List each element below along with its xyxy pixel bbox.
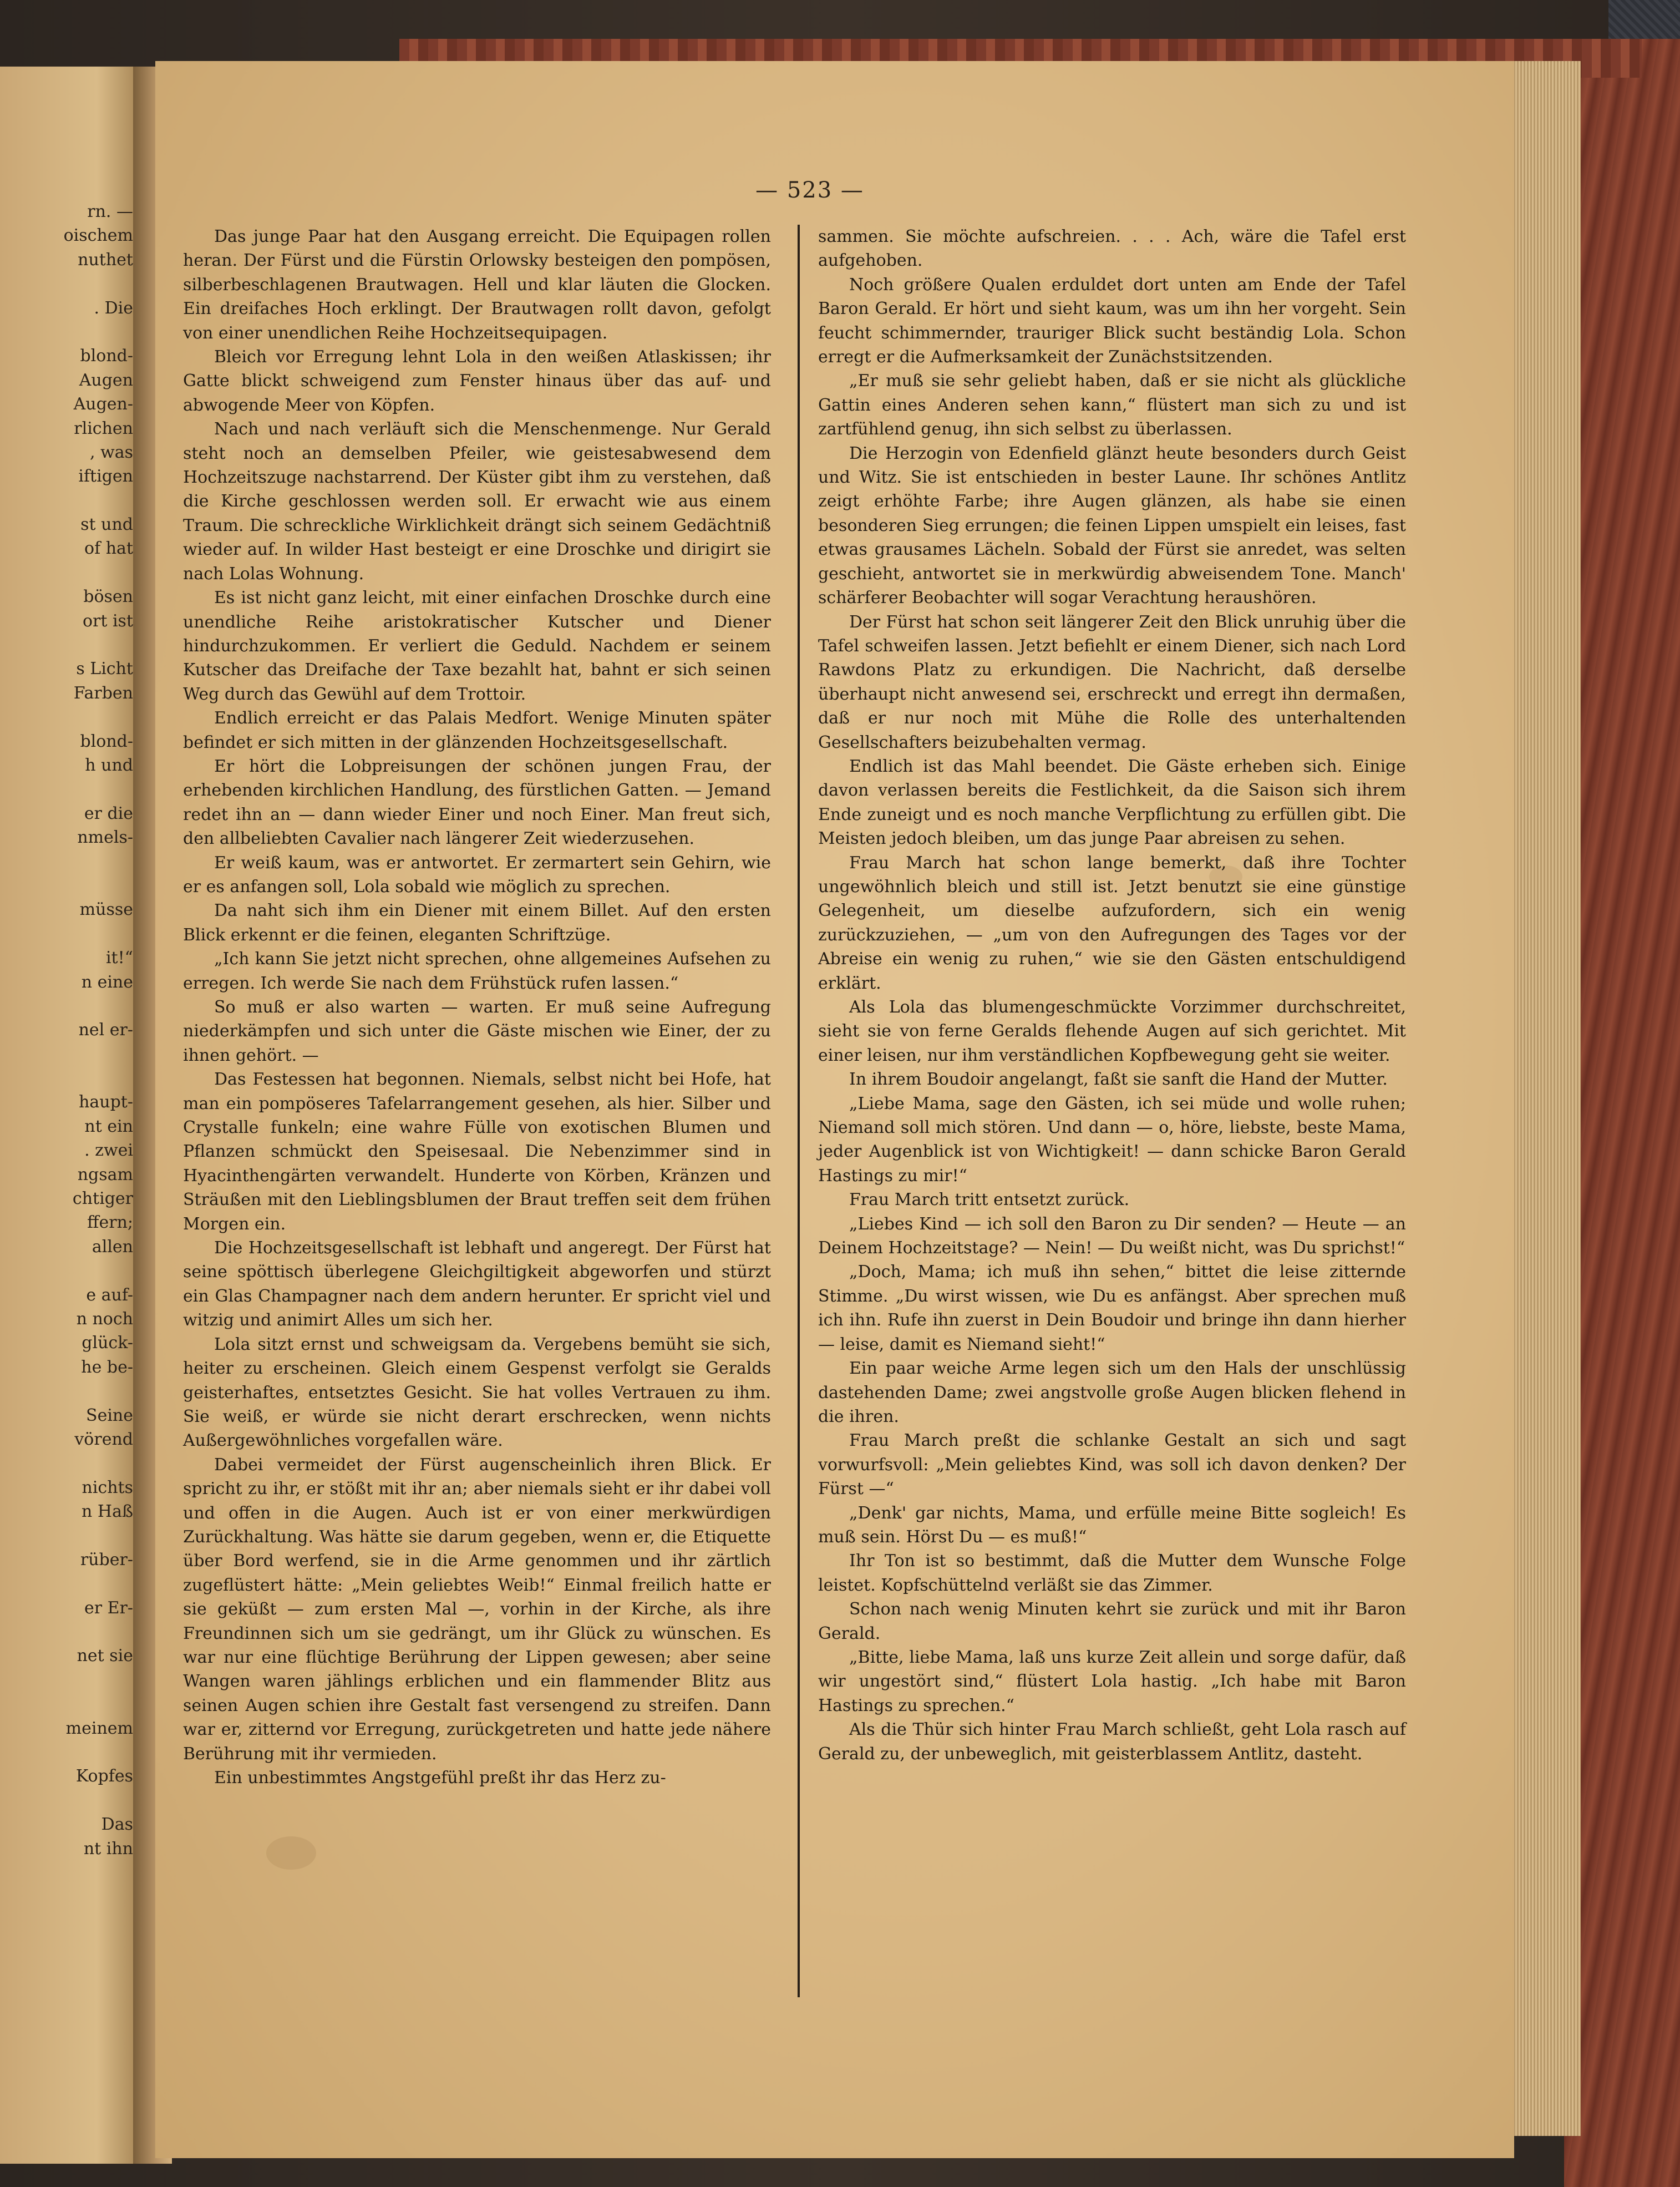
paragraph: Die Herzogin von Edenfield glänzt heute besonders durch Geist und Witz. Sie ist entschieden in bester Laune. Ihr schönes Antlitz zeigt erhöhte Farbe; ihre Augen glänzen, als habe sie einen besonderen Sieg errungen; die feinen Lippen umspielt ein leises, fast etwas grausames Lächeln. Sobald der Fürst sie anredet, was selten geschieht, antwortet sie in merkwürdig abweisendem Tone. Manch' schärferer Beobachter will sogar Verachtung heraushören. bbox=[818, 443, 1406, 608]
paragraph: Als die Thür sich hinter Frau March schließt, geht Lola rasch auf Gerald zu, der unbeweglich, mit geisterblassem Antlitz, dasteht. bbox=[818, 1720, 1406, 1764]
left-page-fragment: Farben bbox=[73, 683, 133, 703]
left-page-fragment: blond- bbox=[80, 346, 133, 366]
left-page-fragment: Kopfes bbox=[75, 1766, 133, 1786]
left-page-fragment bbox=[0, 777, 133, 801]
left-page-fragment: nuthet bbox=[78, 250, 133, 270]
left-page-fragment: glück- bbox=[82, 1333, 133, 1353]
left-page-fragment: vörend bbox=[74, 1429, 133, 1449]
paragraph: Das junge Paar hat den Ausgang erreicht. Die Equipagen rollen heran. Der Fürst und die Fürstin Orlowsky besteigen den pompösen, silberbeschlagenen Brautwagen. Hell und klar läuten die Glocken. Ein dreifaches Hoch erklingt. Der Brautwagen rollt davon, gefolgt von einer unendlichen Reihe Hochzeitsequipagen. bbox=[183, 227, 771, 343]
paragraph: sammen. Sie möchte aufschreien. . . . Ach, wäre die Tafel erst aufgehoben. bbox=[818, 227, 1406, 271]
paragraph: Er hört die Lobpreisungen der schönen jungen Frau, der erhebenden kirchlichen Handlung, des fürstlichen Gatten. — Jemand redet ihn an — dann wieder Einer und noch Einer. Man freut sich, den allbeliebten Cavalier nach längerer Zeit wiederzusehen. bbox=[183, 756, 771, 849]
paragraph: Frau March hat schon lange bemerkt, daß ihre Tochter ungewöhnlich bleich und still ist. Jetzt benutzt sie eine günstige Gelegenheit, um dieselbe aufzufordern, sich ein wenig zurückzuziehen, — „um von den Aufregungen des Tages vor der Abreise ein wenig zu ruhen,“ wie sie den Gästen entschuldigend erklärt. bbox=[818, 853, 1406, 993]
text-column-left bbox=[183, 225, 771, 1790]
paragraph: Da naht sich ihm ein Diener mit einem Billet. Auf den ersten Blick erkennt er die feinen, eleganten Schriftzüge. bbox=[183, 901, 771, 945]
left-page-text-fragments bbox=[0, 200, 133, 1861]
left-page-fragment: allen bbox=[92, 1237, 133, 1257]
paragraph: Endlich erreicht er das Palais Medfort. Wenige Minuten später befindet er sich mitten in der glänzenden Hochzeitsgesellschaft. bbox=[183, 708, 771, 752]
paragraph: Ihr Ton ist so bestimmt, daß die Mutter dem Wunsche Folge leistet. Kopfschüttelnd verläßt sie das Zimmer. bbox=[818, 1551, 1406, 1595]
left-page-fragment bbox=[0, 633, 133, 657]
left-page-fragment bbox=[0, 1668, 133, 1692]
left-page-fragment: er die bbox=[84, 803, 133, 823]
left-page-fragment bbox=[0, 1066, 133, 1090]
left-page-fragment: er Er- bbox=[84, 1598, 133, 1618]
left-page-fragment bbox=[0, 922, 133, 946]
left-page-fragment: müsse bbox=[79, 900, 133, 920]
paragraph: Das Festessen hat begonnen. Niemals, selbst nicht bei Hofe, hat man ein pompöseres Tafelarrangement gesehen, als hier. Silber und Crystalle funkeln; eine wahre Fülle von exotischen Blumen und Pflanzen schmückt den Speisesaal. Die Nebenzimmer sind in Hyacinthengärten verwandelt. Hunderte von Körben, Kränzen und Sträußen mit den Lieblingsblumen der Braut treffen seit dem frühen Morgen ein. bbox=[183, 1070, 771, 1234]
paper-stain bbox=[266, 1836, 316, 1870]
left-page-fragment bbox=[0, 994, 133, 1018]
left-page-fragment: ort ist bbox=[82, 611, 133, 631]
paragraph: Nach und nach verläuft sich die Menschenmenge. Nur Gerald steht noch an demselben Pfeiler, wie geistesabwesend dem Hochzeitszuge nachstarrend. Der Küster gibt ihm zu verstehen, daß die Kirche geschlossen werden soll. Er erwacht wie aus einem Traum. Die schreckliche Wirklichkeit drängt sich seinem Gedächtniß wieder auf. In wilder Hast besteigt er eine Droschke und dirigirt sie nach Lolas Wohnung. bbox=[183, 419, 771, 584]
left-page-fragment: n Haß bbox=[82, 1502, 133, 1522]
paragraph: Lola sitzt ernst und schweigsam da. Vergebens bemüht sie sich, heiter zu erscheinen. Gleich einem Gespenst verfolgt sie Geralds geisterhaftes, entsetztes Gesicht. Sie hat volles Vertrauen zu ihm. Sie weiß, er würde sie nicht derart erschrecken, wenn nichts Außergewöhnliches vorgefallen wäre. bbox=[183, 1334, 771, 1451]
left-page-fragment: he be- bbox=[81, 1357, 133, 1377]
left-page-fragment: meinem bbox=[65, 1718, 133, 1738]
left-page-fragment bbox=[0, 874, 133, 898]
left-page-fragment: Seine bbox=[86, 1405, 133, 1425]
left-page-fragment: st und bbox=[80, 515, 133, 535]
left-page-fragment bbox=[0, 1042, 133, 1066]
left-page-fragment: nmels- bbox=[77, 828, 133, 848]
column-divider bbox=[798, 225, 800, 1997]
paragraph: „Denk' gar nichts, Mama, und erfülle meine Bitte sogleich! Es muß sein. Hörst Du — es muß!“ bbox=[818, 1503, 1406, 1547]
left-page-fragment: blond- bbox=[80, 731, 133, 751]
left-page-fragment bbox=[0, 489, 133, 513]
left-page-fragment: net sie bbox=[77, 1646, 133, 1666]
left-page-fragment bbox=[0, 1740, 133, 1764]
left-page-fragment: n eine bbox=[81, 972, 133, 992]
paragraph: Ein paar weiche Arme legen sich um den Hals der unschlüssig dastehenden Dame; zwei angstvolle große Augen blicken flehend in die ihren. bbox=[818, 1359, 1406, 1426]
left-page-fragment: chtiger bbox=[72, 1189, 133, 1209]
left-page-fragment: nt ein bbox=[84, 1116, 133, 1136]
page-number: — 523 — bbox=[755, 178, 864, 203]
paragraph: Ein unbestimmtes Angstgefühl preßt ihr das Herz zu- bbox=[214, 1768, 666, 1788]
left-page-fragment: bösen bbox=[83, 587, 133, 607]
left-page-fragment bbox=[0, 705, 133, 729]
paragraph: Dabei vermeidet der Fürst augenscheinlich ihren Blick. Er spricht zu ihr, er stößt mit ihr an; aber niemals sieht er ihr dabei voll und offen in die Augen. Auch ist er von einer merkwürdigen Zurückhaltung. Was hätte sie darum gegeben, wenn er, die Etiquette über Bord werfend, sie in die Arme genommen und ihr zärtlich zugeflüstert hätte: „Mein geliebtes Weib!“ Einmal freilich hatte er sie geküßt — zum ersten Mal —, vorhin in der Kirche, als ihre Freundinnen sich um sie gedrängt, um ihr Glück zu wünschen. Es war nur eine flüchtige Berührung der Lippen gewesen; aber seine Wangen waren jählings erblichen und ein flammender Blitz aus seinen Augen schien ihre Gestalt fast versengend zu streifen. Dann war er, zitternd vor Erregung, zurückgetreten und hatte jede nähere Berührung mit ihr vermieden. bbox=[183, 1455, 771, 1764]
left-page-fragment: , was bbox=[89, 442, 133, 462]
left-page-fragment: rn. — bbox=[87, 202, 133, 221]
left-page-fragment bbox=[0, 320, 133, 344]
paragraph: Noch größere Qualen erduldet dort unten am Ende der Tafel Baron Gerald. Er hört und sieht kaum, was um ihn her vorgeht. Sein feucht schimmernder, trauriger Blick sucht beständig Lola. Schon erregt er die Aufmerksamkeit der Zunächstsitzenden. bbox=[818, 275, 1406, 367]
left-page-fragment: nichts bbox=[82, 1477, 133, 1497]
left-page-fragment bbox=[0, 1572, 133, 1596]
paragraph: „Doch, Mama; ich muß ihn sehen,“ bittet die leise zitternde Stimme. „Du wirst wissen, wie Du es anfängst. Aber sprechen muß ich ihn. Rufe ihn zuerst in Dein Boudoir und bringe ihn dann hierher — leise, damit es Niemand sieht!“ bbox=[818, 1262, 1406, 1354]
left-page-fragment: iftigen bbox=[78, 467, 133, 487]
left-page-fragment: ffern; bbox=[87, 1213, 133, 1233]
paragraph: Frau March preßt die schlanke Gestalt an sich und sagt vorwurfsvoll: „Mein geliebtes Kind, was soll ich davon denken? Der Fürst —“ bbox=[818, 1431, 1406, 1499]
paragraph: Frau March tritt entsetzt zurück. bbox=[849, 1190, 1130, 1210]
left-page-fragment: of hat bbox=[84, 539, 133, 559]
left-page-fragment: Augen- bbox=[73, 394, 133, 414]
paragraph: Die Hochzeitsgesellschaft ist lebhaft und angeregt. Der Fürst hat seine spöttisch überlegene Gleichgiltigkeit abgeworfen und stürzt ein Glas Champagner nach dem andern herunter. Er spricht viel und witzig und animirt Alles um sich her. bbox=[183, 1238, 771, 1330]
left-page-fragment: Das bbox=[101, 1815, 133, 1835]
paragraph: In ihrem Boudoir angelangt, faßt sie sanft die Hand der Mutter. bbox=[849, 1070, 1388, 1090]
left-page-fragment bbox=[0, 1789, 133, 1813]
text-column-right bbox=[818, 225, 1406, 1766]
left-page-fragment bbox=[0, 1259, 133, 1283]
left-page-fragment bbox=[0, 1523, 133, 1547]
left-page-fragment bbox=[0, 1692, 133, 1716]
left-page-fragment: ngsam bbox=[77, 1165, 133, 1184]
left-page-fragment bbox=[0, 1620, 133, 1644]
left-page-fragment: s Licht bbox=[76, 659, 133, 679]
paragraph: So muß er also warten — warten. Er muß seine Aufregung niederkämpfen und sich unter die Gäste mischen wie Einer, der zu ihnen gehört. — bbox=[183, 998, 771, 1065]
left-page-fragment: n noch bbox=[76, 1309, 133, 1329]
paragraph: Es ist nicht ganz leicht, mit einer einfachen Droschke durch eine unendliche Reihe aristokratischer Kutscher und Diener hindurchzukommen. Er verliert die Geduld. Nachdem er seinem Kutscher das Dreifache der Taxe bezahlt hat, bahnt er sich seinen Weg durch das Gewühl auf dem Trottoir. bbox=[183, 588, 771, 704]
left-page-fragment: oischem bbox=[63, 226, 133, 246]
left-page-fragment bbox=[0, 850, 133, 874]
left-page-fragment: . Die bbox=[94, 298, 133, 318]
left-page-fragment: nel er- bbox=[78, 1020, 133, 1040]
left-page-fragment bbox=[0, 1451, 133, 1475]
left-page-fragment: it!“ bbox=[105, 948, 133, 968]
paragraph: „Liebe Mama, sage den Gästen, ich sei müde und wolle ruhen; Niemand soll mich stören. Und dann — o, höre, liebste, beste Mama, jeder Augenblick ist von Wichtigkeit! — dann schicke Baron Gerald Hastings zu mir!“ bbox=[818, 1094, 1406, 1186]
paragraph: „Bitte, liebe Mama, laß uns kurze Zeit allein und sorge dafür, daß wir ungestört sind,“ flüstert Lola hastig. „Ich habe mit Baron Hastings zu sprechen.“ bbox=[818, 1647, 1406, 1715]
marbled-cover-edge bbox=[1564, 39, 1680, 2187]
left-page-fragment: Augen bbox=[79, 370, 133, 390]
left-page-fragment bbox=[0, 1379, 133, 1403]
left-page-fragment bbox=[0, 561, 133, 585]
left-page-fragment: h und bbox=[85, 755, 133, 775]
left-page-fragment: nt ihn bbox=[83, 1839, 133, 1859]
paragraph: „Er muß sie sehr geliebt haben, daß er sie nicht als glückliche Gattin eines Anderen sehen kann,“ flüstert man sich zu und ist zartfühlend genug, ihn sich selbst zu überlassen. bbox=[818, 371, 1406, 439]
left-page-fragment: rüber- bbox=[80, 1550, 133, 1570]
paragraph: „Ich kann Sie jetzt nicht sprechen, ohne allgemeines Aufsehen zu erregen. Ich werde Sie nach dem Frühstück rufen lassen.“ bbox=[183, 949, 771, 993]
left-page-fragment: haupt- bbox=[79, 1092, 133, 1112]
paragraph: Als Lola das blumengeschmückte Vorzimmer durchschreitet, sieht sie von ferne Geralds flehende Augen auf sich gerichtet. Mit einer leisen, nur ihm verständlichen Kopfbewegung geht sie weiter. bbox=[818, 998, 1406, 1065]
left-page-fragment bbox=[0, 272, 133, 296]
left-page-fragment: e auf- bbox=[86, 1285, 133, 1305]
paragraph: Endlich ist das Mahl beendet. Die Gäste erheben sich. Einige davon verlassen bereits die Festlichkeit, da die Saison sich ihrem Ende zuneigt und es noch manche Verpflichtung zu erfüllen gibt. Die Meisten jedoch bleiben, um das junge Paar abreisen zu sehen. bbox=[818, 756, 1406, 849]
left-page-fragment: . zwei bbox=[84, 1141, 133, 1161]
left-page-fragment: rlichen bbox=[74, 418, 133, 438]
paragraph: Bleich vor Erregung lehnt Lola in den weißen Atlaskissen; ihr Gatte blickt schweigend zum Fenster hinaus über das auf- und abwogende Meer von Köpfen. bbox=[183, 347, 771, 415]
left-page bbox=[0, 67, 139, 2164]
paragraph: Er weiß kaum, was er antwortet. Er zermartert sein Gehirn, wie er es anfangen soll, Lola sobald wie möglich zu sprechen. bbox=[183, 853, 771, 897]
paragraph: Schon nach wenig Minuten kehrt sie zurück und mit ihr Baron Gerald. bbox=[818, 1599, 1406, 1643]
paragraph: „Liebes Kind — ich soll den Baron zu Dir senden? — Heute — an Deinem Hochzeitstage? — Nein! — Du weißt nicht, was Du sprichst!“ bbox=[818, 1214, 1406, 1258]
paragraph: Der Fürst hat schon seit längerer Zeit den Blick unruhig über die Tafel schweifen lassen. Jetzt befiehlt er einem Diener, sich nach Lord Rawdons Platz zu erkundigen. Die Nachricht, daß derselbe überhaupt nicht anwesend sei, erschreckt und erregt ihn dermaßen, daß er nur noch mit Mühe die Rolle des unterhaltenden Gesellschafters beizubehalten vermag. bbox=[818, 612, 1406, 752]
page-stack-edge bbox=[1509, 61, 1581, 2136]
